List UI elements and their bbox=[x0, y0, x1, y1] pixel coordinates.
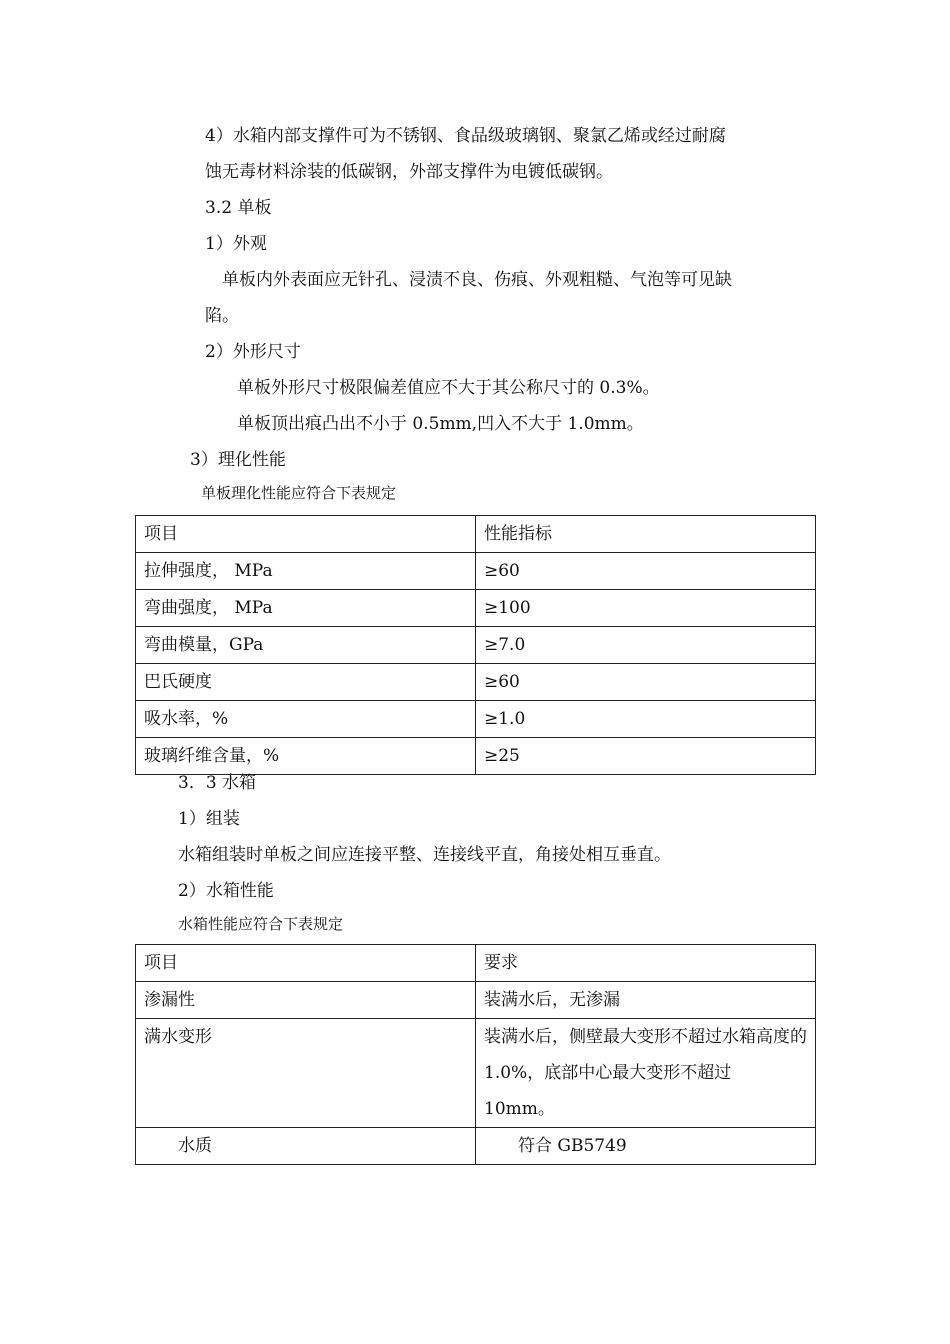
table-row bbox=[136, 982, 816, 1019]
table-cell: 满水变形 bbox=[136, 1019, 476, 1128]
table-row bbox=[136, 553, 816, 590]
table-cell: ≥60 bbox=[476, 664, 816, 701]
table-row bbox=[136, 701, 816, 738]
table-cell: ≥1.0 bbox=[476, 701, 816, 738]
item4-line2: 蚀无毒材料涂装的低碳钢，外部支撑件为电镀低碳钢。 bbox=[205, 162, 613, 182]
table-cell: 渗漏性 bbox=[136, 982, 476, 1019]
table-cell: 巴氏硬度 bbox=[136, 664, 476, 701]
section-3-2-heading: 3.2 单板 bbox=[205, 198, 272, 218]
header-cell: 项目 bbox=[136, 516, 476, 553]
table-cell: 弯曲模量，GPa bbox=[136, 627, 476, 664]
performance-heading: 2）水箱性能 bbox=[178, 881, 274, 901]
table-cell: ≥7.0 bbox=[476, 627, 816, 664]
table-row bbox=[136, 1019, 816, 1128]
table-cell: 吸水率，% bbox=[136, 701, 476, 738]
appearance-heading: 1）外观 bbox=[205, 234, 267, 254]
header-cell: 性能指标 bbox=[476, 516, 816, 553]
appearance-line1: 单板内外表面应无针孔、浸渍不良、伤痕、外观粗糙、气泡等可见缺 bbox=[222, 270, 732, 290]
table-row bbox=[136, 1128, 816, 1165]
table-cell: ≥100 bbox=[476, 590, 816, 627]
table-cell: 装满水后，无渗漏 bbox=[476, 982, 816, 1019]
table-header-row bbox=[136, 516, 816, 553]
table-cell: ≥25 bbox=[476, 738, 816, 775]
tank-table-caption: 水箱性能应符合下表规定 bbox=[178, 915, 344, 933]
header-cell: 要求 bbox=[476, 945, 816, 982]
table-cell: 拉伸强度， MPa bbox=[136, 553, 476, 590]
table-row bbox=[136, 664, 816, 701]
dimension-line1: 单板外形尺寸极限偏差值应不大于其公称尺寸的 0.3%。 bbox=[237, 378, 660, 398]
dimension-heading: 2）外形尺寸 bbox=[205, 342, 301, 362]
panel-table-caption: 单板理化性能应符合下表规定 bbox=[201, 484, 397, 502]
table-cell: 装满水后，侧壁最大变形不超过水箱高度的 1.0%，底部中心最大变形不超过 10mm。 bbox=[476, 1019, 816, 1128]
panel-property-table bbox=[135, 515, 816, 775]
assembly-heading: 1）组装 bbox=[178, 809, 240, 829]
section-3-3-heading: 3．3 水箱 bbox=[178, 773, 257, 793]
table-cell: 水质 bbox=[136, 1128, 476, 1165]
table-header-row bbox=[136, 945, 816, 982]
appearance-line2: 陷。 bbox=[205, 306, 239, 326]
assembly-text: 水箱组装时单板之间应连接平整、连接线平直，角接处相互垂直。 bbox=[178, 845, 671, 865]
item4-line1: 4）水箱内部支撑件可为不锈钢、食品级玻璃钢、聚氯乙烯或经过耐腐 bbox=[205, 126, 726, 146]
header-cell: 项目 bbox=[136, 945, 476, 982]
table-row bbox=[136, 627, 816, 664]
table-cell: ≥60 bbox=[476, 553, 816, 590]
table-cell: 符合 GB5749 bbox=[476, 1128, 816, 1165]
tank-performance-table bbox=[135, 944, 816, 1165]
table-row bbox=[136, 590, 816, 627]
dimension-line2: 单板顶出痕凸出不小于 0.5mm,凹入不大于 1.0mm。 bbox=[237, 414, 644, 434]
table-cell: 玻璃纤维含量，% bbox=[136, 738, 476, 775]
table-cell: 弯曲强度， MPa bbox=[136, 590, 476, 627]
property-heading: 3）理化性能 bbox=[190, 450, 286, 470]
